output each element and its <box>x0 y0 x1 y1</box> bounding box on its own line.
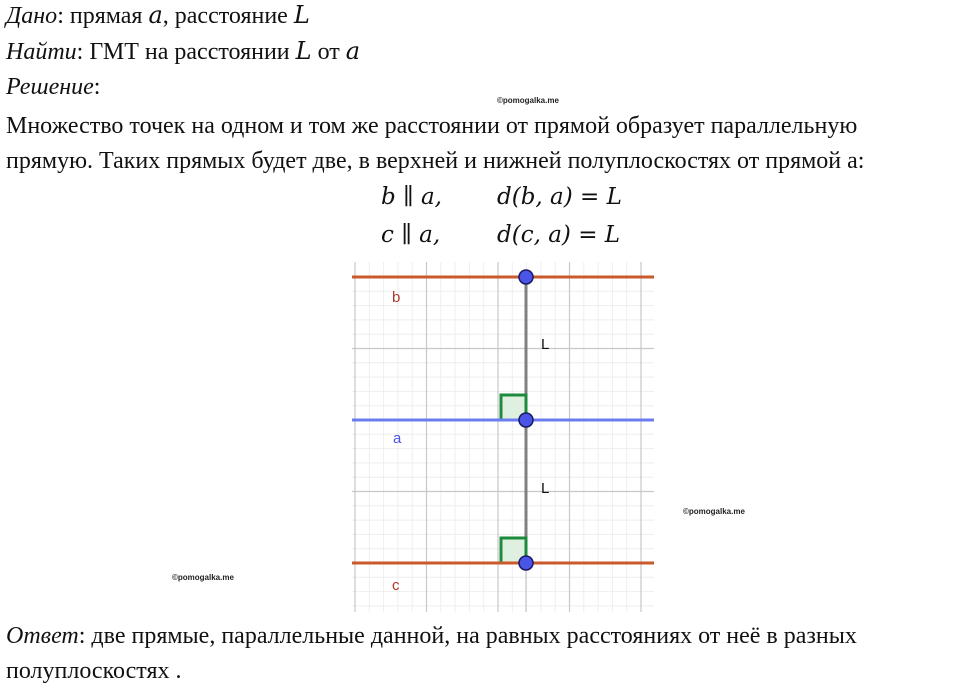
solution-line: Решение: <box>6 74 101 100</box>
paragraph-line-2: прямую. Таких прямых будет две, в верхней и нижней полуплоскостях от прямой а: <box>6 148 865 174</box>
formula-d-b-a: d(b, a) = L <box>497 184 622 210</box>
formula-b-parallel: b ∥ a, <box>381 184 442 210</box>
geometry-figure <box>352 262 654 612</box>
paragraph-line-1: Множество точек на одном и том же расстоянии от прямой образует параллельную <box>6 113 858 139</box>
given-line: Дано: прямая a, расстояние L <box>6 1 310 29</box>
answer-line-2: полуплоскостях . <box>6 658 182 684</box>
find-line: Найти: ГМТ на расстоянии L от a <box>6 37 361 65</box>
given-var-L: L <box>293 1 310 29</box>
label-distance-top: L <box>541 336 550 353</box>
label-line-b: b <box>392 289 401 306</box>
find-var-a: a <box>345 37 361 65</box>
solution-label: Решение <box>6 74 94 100</box>
given-var-a: a <box>148 1 163 29</box>
label-line-a: a <box>393 430 402 447</box>
formula-c-parallel: c ∥ a, <box>381 222 441 248</box>
watermark-right: ©pomogalka.me <box>683 507 745 516</box>
find-label: Найти <box>6 39 77 65</box>
point-on-b <box>519 270 533 284</box>
formula-d-c-a: d(c, a) = L <box>497 222 621 248</box>
watermark-left: ©pomogalka.me <box>172 573 234 582</box>
answer-line-1: Ответ: две прямые, параллельные данной, на равных расстояниях от неё в разных <box>6 623 857 649</box>
point-on-c <box>519 556 533 570</box>
label-line-c: c <box>392 577 400 594</box>
find-var-L: L <box>295 37 312 65</box>
watermark-top: ©pomogalka.me <box>497 96 559 105</box>
label-distance-bottom: L <box>541 480 550 497</box>
answer-label: Ответ <box>6 623 79 649</box>
point-on-a <box>519 413 533 427</box>
given-label: Дано <box>6 3 58 29</box>
